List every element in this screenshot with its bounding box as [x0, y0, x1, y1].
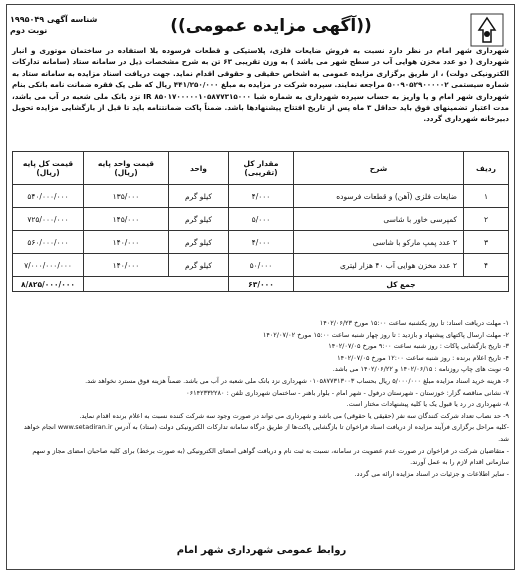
col-description: شرح — [294, 152, 464, 185]
note-item: ۷- نشانی مناقصه گزار: خوزستان - شهرستان درفول - شهر امام - بلوار باهنر - ساختمان شهرداری تلفن : ۰۶۱۴۲۳۳۲۲۸۰ — [186, 388, 509, 397]
row-total-price: ۷۲۵/۰۰۰/۰۰۰ — [13, 208, 84, 231]
note-item: -کلیه مراحل برگزاری فرآیند مزایده از دریافت اسناد فراخوان تا بازگشایی پاکت‌ها از طریق درگاه سامانه تدارکات الکترونیکی دولت (ستاد) به آدرس www.setadiran.ir انجام خواهد شد. — [23, 423, 509, 443]
row-quantity: ۴/۰۰۰ — [229, 185, 294, 208]
note-item: ۴- تاریخ اعلام برنده : روز شنبه ساعت ۱۲:۰۰ مورخ ۱۴۰۲/۰۷/۰۵ — [337, 353, 509, 362]
row-total-price: ۷/۰۰۰/۰۰۰/۰۰۰ — [13, 254, 84, 277]
note-item: ۵- نوبت های چاپ روزنامه : ۱۴۰۲/۰۶/۱۵ و ۱۴۰۲/۰۶/۲۲ می باشد. — [332, 365, 509, 374]
total-price: ۸/۸۲۵/۰۰۰/۰۰۰ — [13, 277, 84, 292]
total-label: جمع کل — [294, 277, 509, 292]
note-item: ۶- هزینه خرید اسناد مزایده مبلغ ۵/۰۰۰/۰۰۰ ریال بحساب ۰۱۰۵۸۷۷۳۱۳۰۰۳ شهرداری نزد بانک ملی شعبه در آب می باشد. ضمناً هزینه فوق مسترد نخواهد شد. — [85, 376, 509, 385]
row-description: ضایعات فلزی (آهن) و قطعات فرسوده — [294, 185, 464, 208]
table-header-row — [13, 152, 509, 185]
notice-notes — [12, 318, 509, 480]
row-number: ۲ — [464, 208, 509, 231]
notice-id-block — [10, 14, 97, 36]
notice-header — [6, 6, 515, 40]
note-item: ۲- مهلت ارسال پاکتهای پیشنهاد و بازدید : تا روز چهار شنبه ساعت ۱۵:۰۰ مورخ ۱۴۰۲/۰۷/۰۲ — [262, 330, 509, 339]
row-number: ۴ — [464, 254, 509, 277]
intro-paragraph: شهرداری شهر امام در نظر دارد نسبت به فروش ضایعات فلزی، پلاستیکی و قطعات فرسوده بلا استفاده در ساختمان موتوری و انبار شهرداری ( دو عدد مخزن هوایی آب در سطح شهر می باشد ) به وزن تقریبی ۶۳ تن به شرح مشخصات ذیل در سامانه ستاد (سامانه تدارکات الکترونیکی دولت) ، از طریق برگزاری مزایده عمومی به اشخاص حقیقی و حقوقی اقدام نماید. جهت دریافت اسناد مزایده به سامانه ستاد به شماره سیستمی ۵۰۰۹۰۵۲۹۰۰۰۰۰۲ مراجعه نمایند. سپرده شرکت در مزایده به مبلغ ۴۴۱/۲۵۰/۰۰۰ ریال که طی یک فقره ضمانت نامه بانکی بنام شهرداری شهر امام و یا واریز به حساب سپرده شهرداری به شماره شبا IR ۸۵۰۱۷۰۰۰۰۰۱۰۵۸۷۷۳۱۵۰۰۰ نزد بانک ملی شعبه در آب می باشد، مدت اعتبار تضمینهای فوق باید حداقل ۳ ماه پس از تاریخ افتتاح پیشنهادها باشد. ضمناً پاکت ضمانتنامه باید تا قبل از بازگشایی مزایده تحویل دبیرخانه شهرداری گردد. — [12, 46, 510, 124]
table-row — [13, 254, 509, 277]
row-quantity: ۴/۰۰۰ — [229, 231, 294, 254]
col-unit: واحد — [169, 152, 229, 185]
table-row — [13, 208, 509, 231]
note-item: - متقاضیان شرکت در فراخوان در صورت عدم عضویت در سامانه، نسبت به ثبت نام و دریافت گواهی امضای الکترونیکی (به صورت برخط) برای کلیه صاحبان امضای مجاز و سهم سازمانی اقدام لازم را به عمل آورند. — [32, 446, 509, 467]
row-description: ۲ عدد مخزن هوایی آب ۴۰ هزار لیتری — [294, 254, 464, 277]
municipality-logo-icon — [467, 12, 507, 48]
notice-id: شناسه آگهی ۱۹۹۵۰۴۹ — [10, 15, 98, 24]
col-row: ردیف — [464, 152, 509, 185]
note-item: - سایر اطلاعات و جزئیات در اسناد مزایده ارائه می گردد. — [354, 469, 509, 478]
note-item: ۱- مهلت دریافت اسناد: تا روز یکشنبه ساعت ۱۵:۰۰ مورخ ۱۴۰۲/۰۶/۲۳ — [319, 319, 509, 327]
col-unit-price: قیمت واحد پایه (ریال) — [84, 152, 169, 185]
row-number: ۱ — [464, 185, 509, 208]
row-unit: کیلو گرم — [169, 254, 229, 277]
table-row — [13, 231, 509, 254]
public-relations-signature: روابط عمومی شهرداری شهر امام — [176, 545, 347, 556]
row-unit-price: ۱۴۰/۰۰۰ — [84, 231, 169, 254]
row-unit-price: ۱۳۵/۰۰۰ — [84, 185, 169, 208]
row-number: ۳ — [464, 231, 509, 254]
row-quantity: ۵/۰۰۰ — [229, 208, 294, 231]
row-unit: کیلو گرم — [169, 185, 229, 208]
note-item: ۹- حد نصاب تعداد شرکت کنندگان سه نفر (حقیقی یا حقوقی) می باشد و شهرداری می تواند در صورت وجود سه شرکت کننده نسبت به اعلام برنده اقدام نماید. — [79, 411, 509, 420]
col-total-price: قیمت کل پایه (ریال) — [13, 152, 84, 185]
row-description: ۲ عدد پمپ مارکو با شاسی — [294, 231, 464, 254]
total-quantity: ۶۳/۰۰۰ — [229, 277, 294, 292]
row-unit-price: ۱۴۰/۰۰۰ — [84, 254, 169, 277]
row-total-price: ۵۶۰/۰۰۰/۰۰۰ — [13, 231, 84, 254]
row-quantity: ۵۰/۰۰۰ — [229, 254, 294, 277]
table-total-row — [13, 277, 509, 292]
notice-title: ((آگهی مزایده عمومی)) — [170, 16, 372, 36]
note-item: ۳- تاریخ بازگشایی پاکات : روز شنبه ساعت ۹:۰۰ مورخ ۱۴۰۲/۰۷/۰۵ — [328, 342, 509, 351]
row-description: کمپرسی خاور با شاسی — [294, 208, 464, 231]
row-total-price: ۵۴۰/۰۰۰/۰۰۰ — [13, 185, 84, 208]
row-unit: کیلو گرم — [169, 208, 229, 231]
note-item: ۸- شهرداری در رد یا قبول یک یا کلیه پیشنهادات مختار است. — [346, 400, 509, 409]
row-unit: کیلو گرم — [169, 231, 229, 254]
table-row — [13, 185, 509, 208]
total-spacer — [84, 277, 229, 292]
row-unit-price: ۱۴۵/۰۰۰ — [84, 208, 169, 231]
publication-round: نوبت دوم — [10, 26, 48, 35]
col-quantity: مقدار کل (تقریبی) — [229, 152, 294, 185]
auction-items-table — [12, 151, 509, 292]
